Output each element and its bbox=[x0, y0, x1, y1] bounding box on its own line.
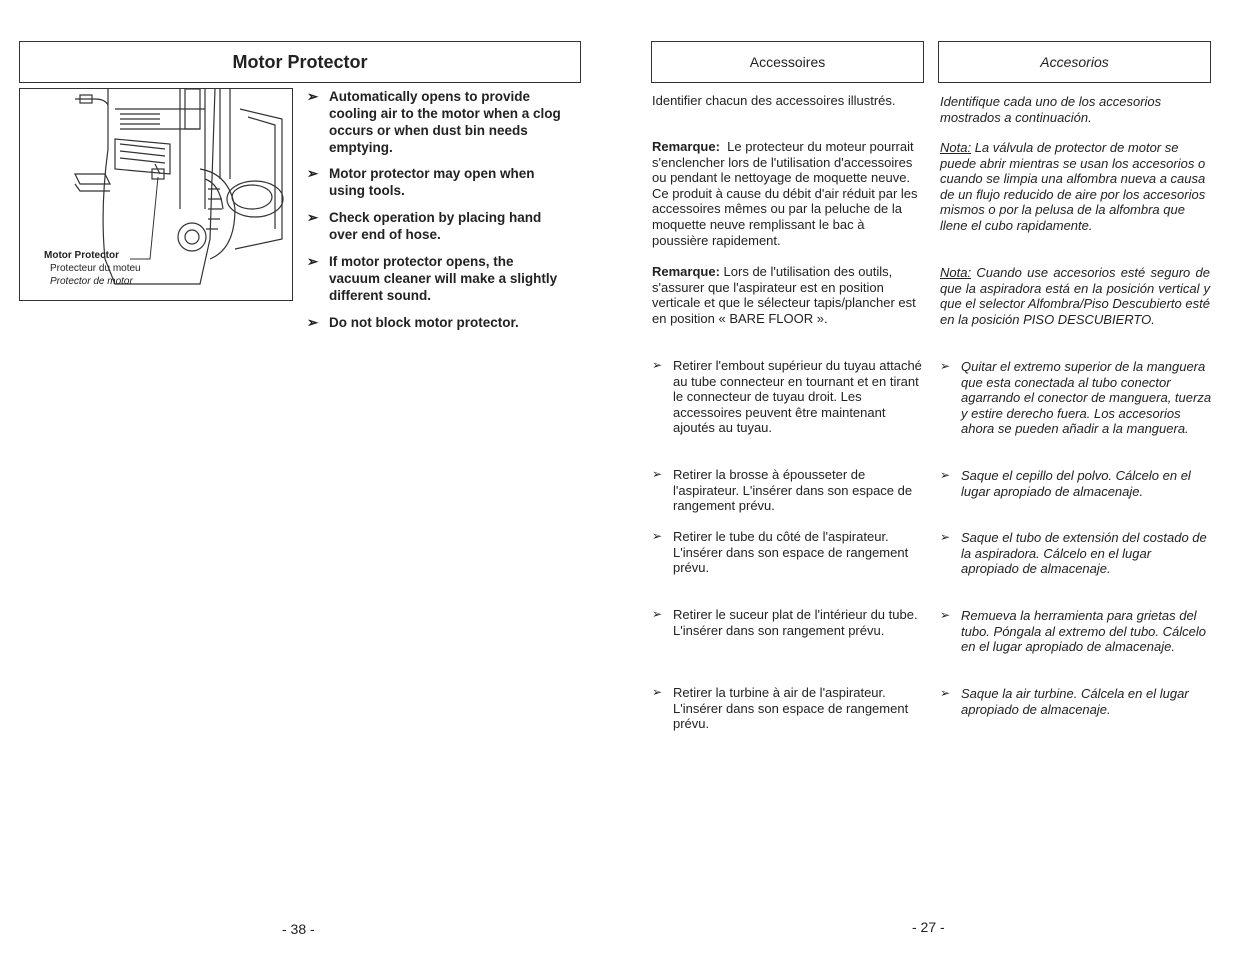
arrow-bullet-icon: ➢ bbox=[307, 89, 319, 104]
intro-es: Identifique cada uno de los accesorios mostrados a continuación. bbox=[940, 94, 1162, 125]
motor-protector-header bbox=[19, 41, 581, 83]
list-item: ➢ Saque el cepillo del polvo. Cálcelo en el lugar apropiado de almacenaje. bbox=[940, 468, 1191, 499]
arrow-bullet-icon: ➢ bbox=[307, 315, 319, 330]
caption-fr: Protecteur du moteu bbox=[50, 263, 141, 274]
arrow-bullet-icon: ➢ bbox=[652, 529, 663, 543]
caption-en: Motor Protector bbox=[44, 250, 119, 261]
list-item: ➢ Do not block motor protector. bbox=[307, 315, 519, 330]
page-number-right: - 27 - bbox=[912, 919, 945, 935]
arrow-bullet-icon: ➢ bbox=[652, 685, 663, 699]
arrow-bullet-icon: ➢ bbox=[940, 530, 951, 544]
list-item: ➢ Retirer la brosse à épousseter de l'aspirateur. L'insérer dans son espace de rangement prévu. bbox=[652, 467, 913, 514]
note-fr-1: Remarque: Le protecteur du moteur pourrait s'enclencher lors de l'utilisation d'accessoires ou pendant le nettoyage de moquette neuve. Ce produit à cause du débit d'air réduit par les accessoires mêmes ou par la peluche de la moquette neuve remplissant le bac à poussière rapidement. bbox=[652, 139, 918, 248]
list-item: ➢ Motor protector may open when using tools. bbox=[307, 166, 535, 198]
arrow-bullet-icon: ➢ bbox=[940, 608, 951, 622]
arrow-bullet-icon: ➢ bbox=[307, 210, 319, 225]
list-item: ➢ If motor protector opens, the vacuum cleaner will make a slightly different sound. bbox=[307, 254, 558, 303]
list-item: ➢ Retirer l'embout supérieur du tuyau attaché au tube connecteur en tournant et en tirant le connecteur de tuyau droit. Les accessoires peuvent être maintenant ajoutés au tuyau. bbox=[652, 358, 922, 436]
arrow-bullet-icon: ➢ bbox=[307, 254, 319, 269]
arrow-bullet-icon: ➢ bbox=[307, 166, 319, 181]
arrow-bullet-icon: ➢ bbox=[940, 686, 951, 700]
list-item: ➢ Quitar el extremo superior de la manguera que esta conectada al tubo conector agarrando el conector de manguera, tuerza y estire derecho fuera. Los accesorios ahora se pueden añadir a la manguera. bbox=[940, 359, 1212, 437]
intro-fr: Identifier chacun des accessoires illustrés. bbox=[652, 93, 896, 108]
arrow-bullet-icon: ➢ bbox=[652, 467, 663, 481]
list-item: ➢ Remueva la herramienta para grietas del tubo. Póngala al extremo del tubo. Cálcelo en el lugar apropiado de almacenaje. bbox=[940, 608, 1206, 655]
arrow-bullet-icon: ➢ bbox=[652, 358, 663, 372]
section-title-es: Accesorios bbox=[1040, 54, 1109, 70]
caption-es: Protector de motor bbox=[50, 276, 133, 287]
list-item: ➢ Check operation by placing hand over end of hose. bbox=[307, 210, 542, 242]
list-item: ➢ Automatically opens to provide cooling air to the motor when a clog occurs or when dust bin needs emptying. bbox=[307, 89, 561, 155]
motor-protector-figure bbox=[19, 88, 293, 301]
note-fr-2: Remarque: Lors de l'utilisation des outils, s'assurer que l'aspirateur est en position verticale et que le sélecteur tapis/plancher est en position « BARE FLOOR ». bbox=[652, 264, 916, 326]
list-item: ➢ Saque la air turbine. Cálcela en el lugar apropiado de almacenaje. bbox=[940, 686, 1189, 717]
list-item: ➢ Retirer la turbine à air de l'aspirateur. L'insérer dans son espace de rangement prévu. bbox=[652, 685, 909, 732]
list-item: ➢ Retirer le tube du côté de l'aspirateur. L'insérer dans son espace de rangement prévu. bbox=[652, 529, 909, 576]
page-number-left: - 38 - bbox=[282, 921, 315, 937]
note-es-2: Nota: Cuando use accesorios esté seguro de que la aspiradora está en la posición vertical y que el selector Alfombra/Piso Descubierto esté en la posición PISO DESCUBIERTO. bbox=[940, 265, 1210, 327]
arrow-bullet-icon: ➢ bbox=[940, 468, 951, 482]
accesorios-header bbox=[938, 41, 1211, 83]
list-item: ➢ Saque el tubo de extensión del costado de la aspiradora. Cálcelo en el lugar apropiado de almacenaje. bbox=[940, 530, 1207, 577]
arrow-bullet-icon: ➢ bbox=[652, 607, 663, 621]
note-es-1: Nota: La válvula de protector de motor se puede abrir mientras se usan los accesorios o cuando se limpia una alfombra nueva a causa de un flujo reducido de aire por los accesorios mismos o por la pelusa de la alfombra que llene el cubo rapidamente. bbox=[940, 140, 1206, 233]
list-item: ➢ Retirer le suceur plat de l'intérieur du tube. L'insérer dans son rangement prévu. bbox=[652, 607, 918, 638]
section-title-fr: Accessoires bbox=[749, 54, 826, 70]
page-title: Motor Protector bbox=[232, 51, 368, 72]
arrow-bullet-icon: ➢ bbox=[940, 359, 951, 373]
accessoires-header bbox=[651, 41, 924, 83]
